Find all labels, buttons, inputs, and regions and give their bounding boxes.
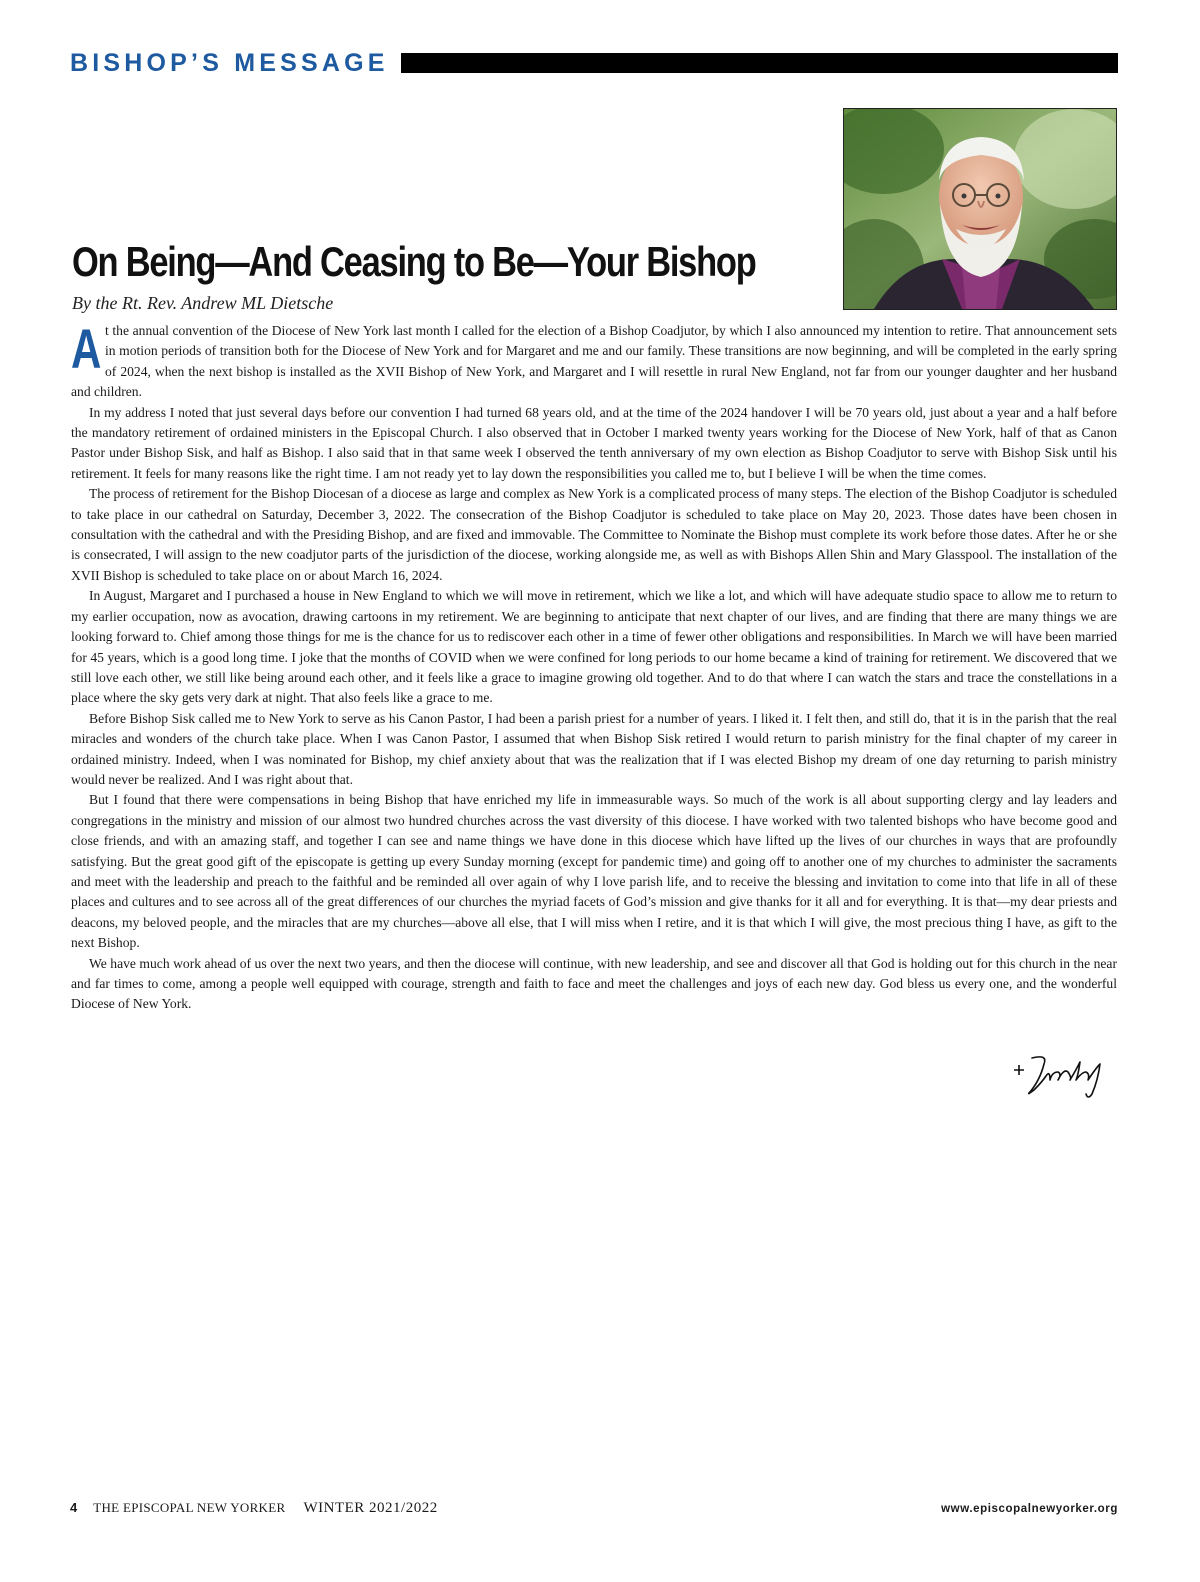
section-label: BISHOP’S MESSAGE — [70, 48, 389, 77]
section-header — [70, 48, 1118, 78]
article-paragraph: Before Bishop Sisk called me to New York to serve as his Canon Pastor, I had been a parish priest for a number of years. I liked it. I felt then, and still do, that it is in the parish that the real miracles and wonders of the church take place. When I was Canon Pastor, I assumed that when Bishop Sisk retired I would return to parish ministry for the final chapter of my career in ordained ministry. Indeed, when I was nominated for Bishop, my chief anxiety about that was the realization that if I was elected Bishop my dream of one day returning to parish ministry would never be realized. And I was right about that. — [71, 710, 1117, 787]
article-paragraph: In my address I noted that just several days before our convention I had turned 68 years old, and at the time of the 2024 handover I will be 70 years old, just about a year and a half before the mandatory retirement of ordained ministers in the Episcopal Church. I also observed that in October I marked twenty years working for the Diocese of New York, half of that as Canon Pastor under Bishop Sisk, and half as Bishop. I also said that in that same week I observed the tenth anniversary of my own election as Bishop Coadjutor to serve with Bishop Sisk until his retirement. It feels for many reasons like the right time. I am not ready yet to lay down the responsibilities you called me to, but I believe I will be when the time comes. — [71, 404, 1117, 481]
page-footer — [70, 1500, 1118, 1522]
bishop-portrait-icon — [844, 109, 1116, 309]
header-rule — [401, 53, 1118, 73]
drop-cap: A — [71, 317, 102, 380]
article-paragraph — [71, 317, 1117, 403]
article-paragraph: We have much work ahead of us over the next two years, and then the diocese will continue, with new leadership, and see and discover all that God is holding out for this church in the near and far times to come, among a people well equipped with courage, strength and faith to face and meet the challenges and joys of each new day. God bless us every one, and the wonderful Diocese of New York. — [71, 955, 1117, 1012]
signature — [1010, 1050, 1110, 1100]
article-paragraph: In August, Margaret and I purchased a house in New England to which we will move in retirement, which we like a lot, and which will have adequate studio space to allow me to return to my earlier occupation, now as avocation, drawing cartoons in my retirement. We are beginning to anticipate that next chapter of our lives, and are finding that there are many things we are looking forward to. Chief among those things for me is the chance for us to rediscover each other in a time of fewer other obligations and responsibilities. In March we will have been married for 45 years, which is a good long time. I joke that the months of COVID when we were confined for long periods to our home became a kind of training for retirement. We discovered that we still love each other, we still like being around each other, and it feels like a grace to imagine growing old together. And to do that where I can watch the stars and trace the constellations in a place where the sky gets very dark at night. That also feels like a grace to me. — [71, 588, 1117, 706]
article-paragraph: But I found that there were compensations in being Bishop that have enriched my life in immeasurable ways. So much of the work is all about supporting clergy and lay leaders and congregations in the ministry and mission of our almost two hundred churches across the vast diversity of this diocese. I have worked with two talented bishops who have become good and close friends, and with an amazing staff, and together I can see and name things we have done in this diocese which have lifted up the lives of our churches in ways that are profoundly satisfying. But the great good gift of the episcopate is getting up every Sunday morning (except for pandemic time) and going off to another one of my churches to administer the sacraments and meet with the leadership and preach to the faithful and be reminded all over again of why I love parish life, and to receive the blessing and invitation to come into that life in all of these places and cultures and to see across all of the great differences of our churches the myriad facets of God’s mission and give thanks for it all and for everything. It is that—my dear priests and deacons, my beloved people, and the miracles that are my churches—above all else, that I will miss when I retire, and it is that which I will give, the most precious thing I have, as gift to the next Bishop. — [71, 792, 1117, 951]
first-paragraph-text: t the annual convention of the Diocese of New York last month I called for the election of a Bishop Coadjutor, by which I also announced my intention to retire. That announcement sets in motion periods of transition both for the Diocese of New York and for Margaret and me and our family. These transitions are now beginning, and will be completed in the early spring of 2024, when the next bishop is installed as the XVII Bishop of New York, and Margaret and I will resettle in rural New England, not far from our younger daughter and her husband and children. — [71, 323, 1117, 400]
bishop-portrait-photo — [843, 108, 1117, 310]
issue-date: WINTER 2021/2022 — [303, 1500, 438, 1516]
publication-name: THE EPISCOPAL NEW YORKER — [93, 1500, 286, 1515]
article-byline: By the Rt. Rev. Andrew ML Dietsche — [72, 293, 334, 313]
signature-icon — [1010, 1050, 1110, 1100]
page-number: 4 — [70, 1500, 78, 1515]
website-link[interactable]: www.episcopalnewyorker.org — [941, 1503, 1118, 1515]
article-body — [71, 317, 1117, 1015]
article-title: On Being—And Ceasing to Be—Your Bishop — [72, 238, 756, 285]
article-paragraph: The process of retirement for the Bishop Diocesan of a diocese as large and complex as New York is a complicated process of many steps. The election of the Bishop Coadjutor is scheduled to take place in our cathedral on Saturday, December 3, 2022. The consecration of the Bishop Coadjutor is scheduled to take place on May 20, 2023. Those dates have been chosen in consultation with the cathedral and with the Presiding Bishop, and are fixed and immovable. The Committee to Nominate the Bishop must complete its work before those dates. After he or she is consecrated, I will assign to the new coadjutor parts of the jurisdiction of the diocese, working alongside me, as well as with Bishops Allen Shin and Mary Glasspool. The installation of the XVII Bishop is scheduled to take place on or about March 16, 2024. — [71, 486, 1117, 583]
